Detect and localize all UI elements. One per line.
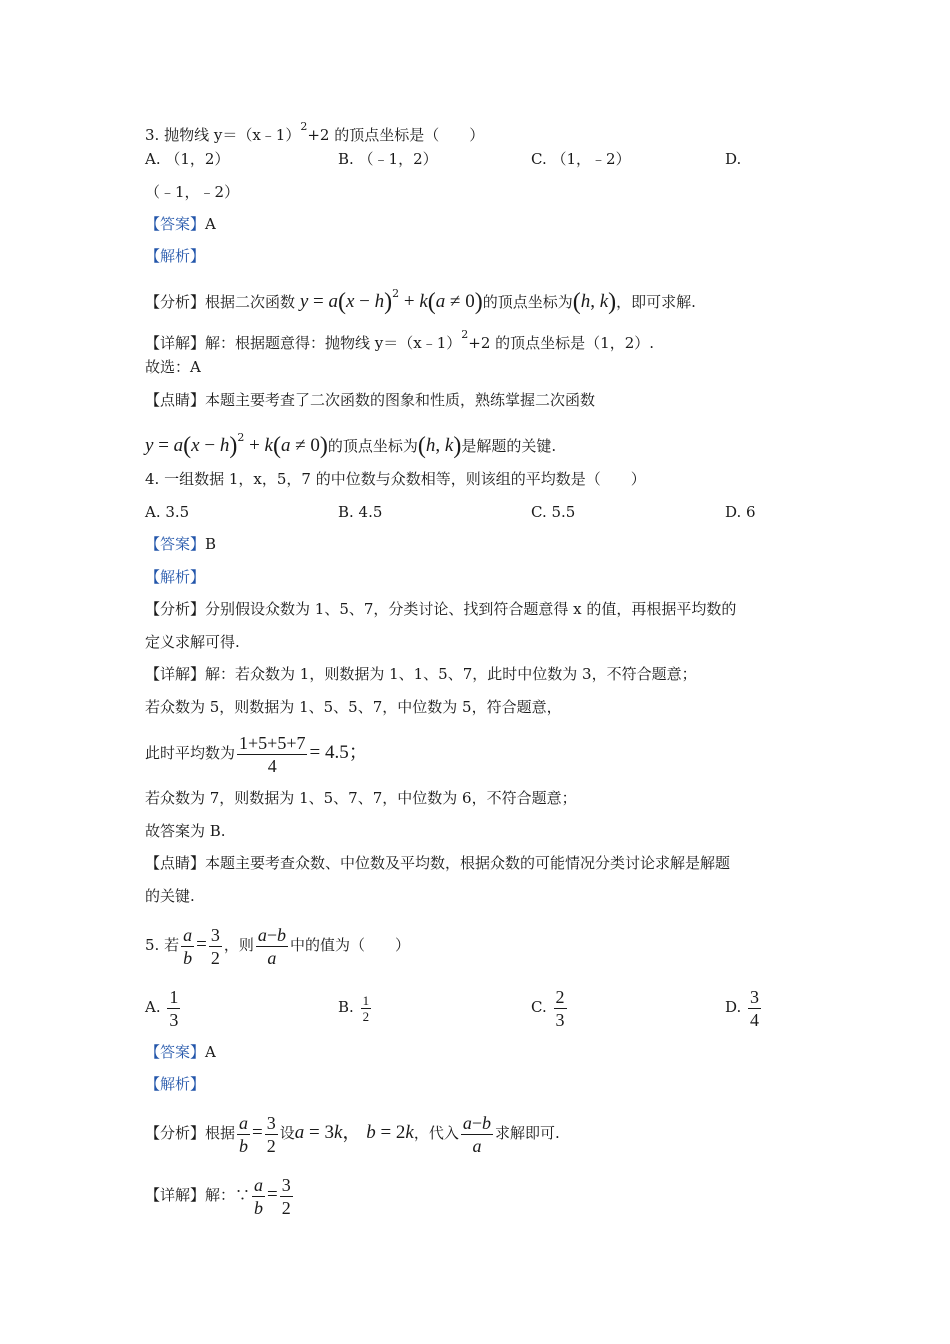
q3-comment2-end: 是解题的关键.	[461, 437, 557, 455]
q3-analysis-pre: 根据二次函数	[205, 293, 296, 311]
q5-option-b	[338, 984, 373, 1030]
q5-option-a	[145, 984, 182, 1031]
q3-stem-end: +2 的顶点坐标是（ ）	[307, 126, 485, 144]
q5-jiexi-tag: 【解析】	[145, 1075, 206, 1093]
q3-answer	[145, 214, 216, 234]
q4-detail	[145, 664, 697, 684]
q4-comment	[145, 853, 730, 873]
q4-analysis	[145, 599, 736, 619]
q4-detail-3-end: = 4.5；	[309, 742, 368, 763]
q5-option-c-label: C.	[531, 998, 547, 1016]
q5-analysis: 【分析】根据 $\frac{a}{b}$ = $\frac{3}{2}$ 设a = 3k， b = 2k，代入 $\frac{a-b}{a}$ 求解即可.	[145, 1112, 560, 1156]
q5-analysis-sub: ，代入	[413, 1124, 459, 1142]
detail-tag: 【详解】	[145, 334, 206, 352]
q4-detail-4: 若众数为 7，则数据为 1、5、7、7，中位数为 6，不符合题意；	[145, 789, 577, 807]
answer-tag: 【答案】	[145, 1043, 206, 1061]
q4-detail-2: 若众数为 5，则数据为 1、5、5、7，中位数为 5，符合题意，	[145, 698, 562, 716]
q3-analysis: 【分析】根据二次函数 $y = a(x - h)^2 + k(a \ne 0)$的顶点坐标为(h, k)，即可求解.	[145, 287, 696, 315]
analysis-tag: 【分析】	[145, 293, 206, 311]
q3-stem-text: 3. 抛物线 y＝（x﹣1）	[145, 126, 301, 144]
q5-option-a-num: 1	[169, 986, 179, 1007]
q5-option-d	[725, 984, 763, 1031]
q3-stem-sup: 2	[300, 120, 308, 133]
q3-option-a: A. （1，2）	[145, 150, 230, 168]
answer-tag: 【答案】	[145, 215, 206, 233]
q3-comment-text: 本题主要考查了二次函数的图象和性质，熟练掌握二次函数	[205, 391, 596, 409]
q5-analysis-pre: 根据	[205, 1124, 236, 1142]
q4-comment-line2: 的关键.	[145, 887, 195, 905]
q4-jiexi-tag: 【解析】	[145, 568, 206, 586]
q4-frac-num: 1+5+5+7	[239, 732, 306, 753]
q5-option-b-label: B.	[338, 998, 354, 1016]
q5-answer	[145, 1042, 216, 1062]
q3-stem	[145, 117, 484, 145]
q5-detail-text: 解：∵	[205, 1186, 251, 1204]
q5-analysis-set: 设	[279, 1124, 295, 1142]
q3-choose: 故选：A	[145, 358, 201, 376]
q3-jiexi-tag: 【解析】	[145, 247, 206, 265]
q3-comment	[145, 390, 595, 410]
q3-option-b: B. （﹣1，2）	[338, 150, 438, 168]
q5-option-d-den: 4	[750, 1009, 760, 1030]
q5-detail: 【详解】解：∵ $\frac{a}{b}$ = $\frac{3}{2}$	[145, 1174, 291, 1218]
q5-option-a-label: A.	[145, 998, 161, 1016]
q5-stem-num: 5. 若	[145, 936, 180, 954]
q4-answer-value: B	[205, 535, 217, 553]
q3-analysis-mid: 的顶点坐标为	[482, 293, 573, 311]
q3-detail-sup: 2	[461, 328, 469, 341]
q3-option-c: C. （1，﹣2）	[531, 150, 631, 168]
q3-analysis-end: ，即可求解.	[616, 293, 696, 311]
q4-analysis-line2: 定义求解可得.	[145, 633, 240, 651]
q4-analysis-text: 分别假设众数为 1、5、7，分类讨论、找到符合题意得 x 的值，再根据平均数的	[205, 600, 737, 618]
q5-option-c	[531, 984, 569, 1031]
q5-analysis-end: 求解即可.	[495, 1124, 560, 1142]
q4-option-a: A. 3.5	[145, 503, 190, 521]
answer-tag: 【答案】	[145, 535, 206, 553]
q3-option-d: D.	[725, 150, 742, 168]
comment-tag: 【点睛】	[145, 391, 206, 409]
q4-mean-fraction	[237, 732, 307, 777]
q5-option-b-den: 2	[362, 1008, 370, 1024]
q4-option-b: B. 4.5	[338, 503, 383, 521]
q4-answer	[145, 534, 216, 554]
q5-answer-value: A	[205, 1043, 216, 1061]
q3-detail-text: 解：根据题意得：抛物线 y＝（x﹣1）	[205, 334, 462, 352]
q5-stem: 5. 若 $\frac{a}{b}$ = $\frac{3}{2}$ ，则 $\frac{a-b}{a}$ 中的值为（ ）	[145, 924, 410, 968]
q4-stem: 4. 一组数据 1，x，5，7 的中位数与众数相等，则该组的平均数是（ ）	[145, 470, 646, 488]
q3-formula: $y = a(x - h)^2 + k(a \ne 0)$	[299, 287, 483, 315]
q5-option-d-num: 3	[750, 986, 760, 1007]
q3-comment-line2: $y = a(x - h)^2 + k(a \ne 0)$的顶点坐标为(h, k)是解题的关键.	[145, 431, 557, 459]
q4-detail-3-pre: 此时平均数为	[145, 744, 236, 762]
q4-option-d: D. 6	[725, 503, 756, 521]
q4-detail-5: 故答案为 B.	[145, 822, 226, 840]
detail-tag: 【详解】	[145, 665, 206, 683]
q5-option-b-num: 1	[362, 992, 370, 1008]
q3-detail-end: +2 的顶点坐标是（1，2）.	[468, 334, 655, 352]
q5-stem-end: 中的值为（ ）	[289, 936, 410, 954]
q5-option-c-den: 3	[555, 1009, 565, 1030]
q3-option-d-value: （﹣1，﹣2）	[145, 183, 240, 201]
analysis-tag: 【分析】	[145, 1124, 206, 1142]
q5-option-d-label: D.	[725, 998, 742, 1016]
q5-option-a-den: 3	[169, 1009, 179, 1030]
q3-detail	[145, 325, 654, 353]
analysis-tag: 【分析】	[145, 600, 206, 618]
q5-stem-mid: ，则	[223, 936, 254, 954]
q4-comment-text: 本题主要考查众数、中位数及平均数，根据众数的可能情况分类讨论求解是解题	[205, 854, 731, 872]
q4-frac-den: 4	[237, 754, 307, 777]
q3-answer-value: A	[205, 215, 216, 233]
q4-detail-3	[145, 730, 368, 777]
q4-option-c: C. 5.5	[531, 503, 576, 521]
q5-option-c-num: 2	[555, 986, 565, 1007]
q3-comment2-mid: 的顶点坐标为	[327, 437, 418, 455]
q4-detail-1: 解：若众数为 1，则数据为 1、1、5、7，此时中位数为 3，不符合题意；	[205, 665, 697, 683]
comment-tag: 【点睛】	[145, 854, 206, 872]
detail-tag: 【详解】	[145, 1186, 206, 1204]
